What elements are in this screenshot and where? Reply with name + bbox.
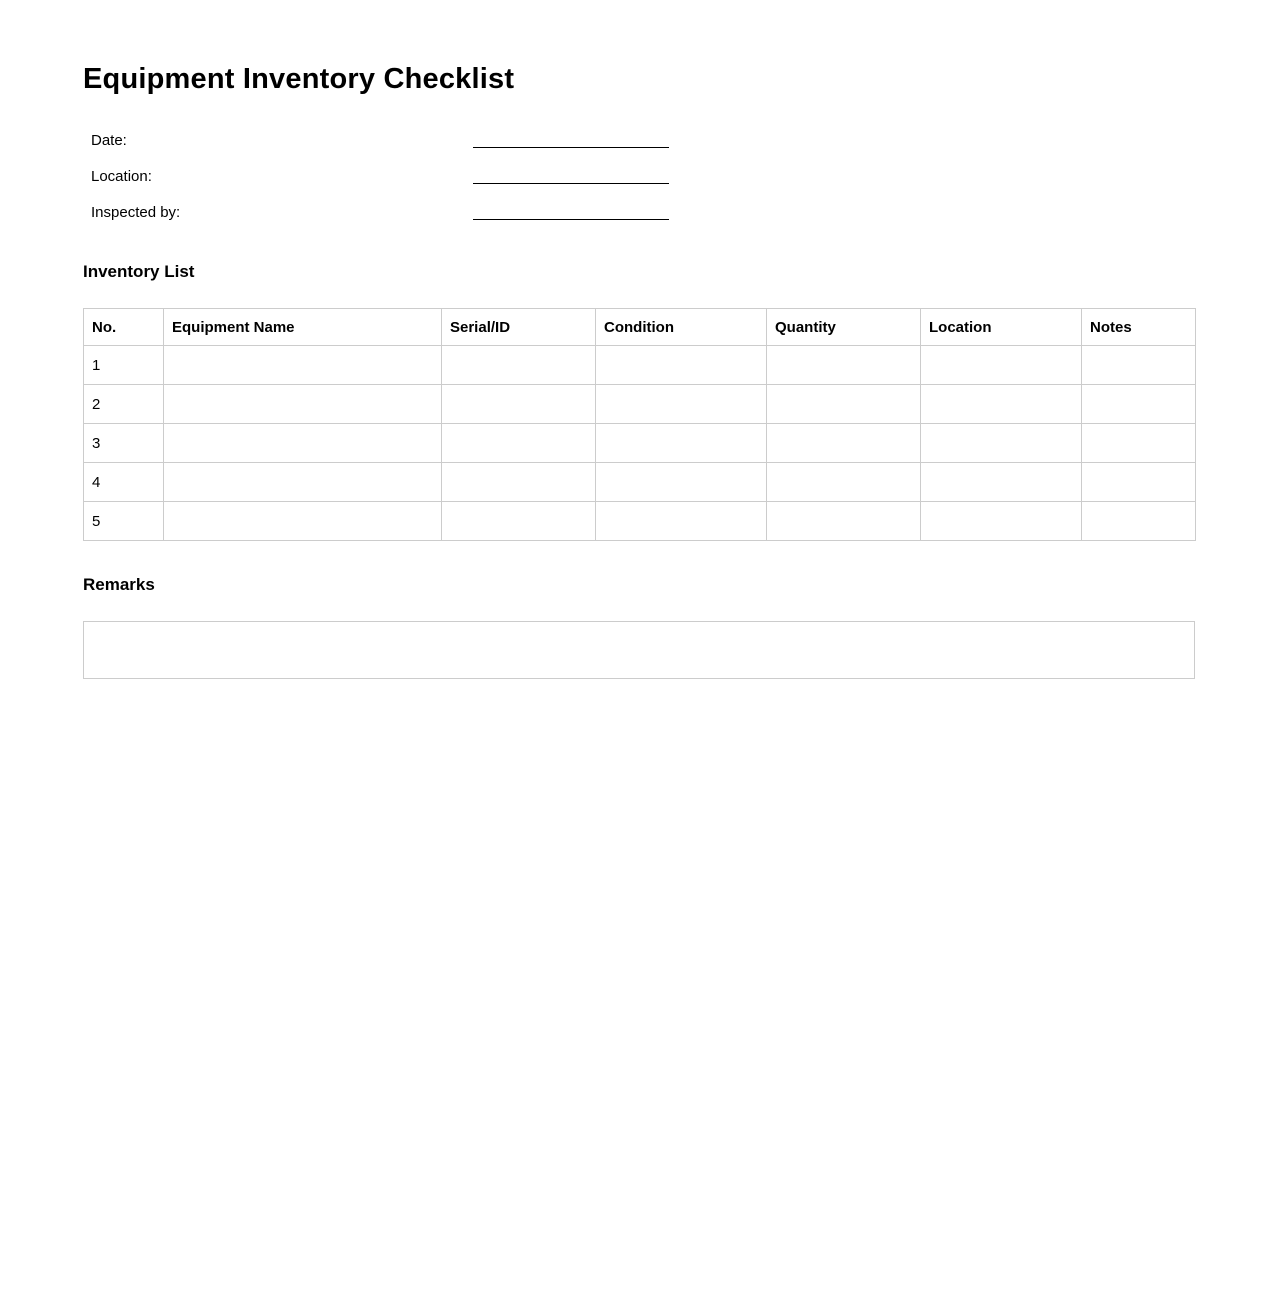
inventory-list-heading: Inventory List: [83, 262, 195, 281]
col-header-serial-id: Serial/ID: [442, 309, 596, 346]
location-cell[interactable]: [921, 463, 1082, 502]
table-header-row: [84, 309, 1196, 346]
condition-cell[interactable]: [596, 346, 767, 385]
table-row: [84, 463, 1196, 502]
location-cell[interactable]: [921, 424, 1082, 463]
table-row: [84, 385, 1196, 424]
remarks-heading: Remarks: [83, 575, 155, 594]
inspected-by-label: Inspected by:: [91, 204, 181, 221]
notes-cell[interactable]: [1082, 346, 1196, 385]
table-row: [84, 424, 1196, 463]
quantity-cell[interactable]: [767, 346, 921, 385]
notes-cell[interactable]: [1082, 385, 1196, 424]
remarks-box[interactable]: [83, 621, 1195, 679]
meta-field-row-inspected-by: [83, 202, 1195, 238]
serial-id-cell[interactable]: [442, 502, 596, 541]
equipment-name-cell[interactable]: [164, 463, 442, 502]
condition-cell[interactable]: [596, 463, 767, 502]
notes-cell[interactable]: [1082, 502, 1196, 541]
condition-cell[interactable]: [596, 385, 767, 424]
quantity-cell[interactable]: [767, 502, 921, 541]
notes-cell[interactable]: [1082, 463, 1196, 502]
meta-field-row-location: [83, 166, 1195, 202]
quantity-cell[interactable]: [767, 463, 921, 502]
col-header-equipment-name: Equipment Name: [164, 309, 442, 346]
row-number-cell: 4: [84, 463, 164, 502]
col-header-notes: Notes: [1082, 309, 1196, 346]
col-header-quantity: Quantity: [767, 309, 921, 346]
serial-id-cell[interactable]: [442, 346, 596, 385]
date-fill-line[interactable]: [473, 147, 669, 148]
inventory-table: [83, 308, 1196, 541]
serial-id-cell[interactable]: [442, 385, 596, 424]
quantity-cell[interactable]: [767, 424, 921, 463]
equipment-name-cell[interactable]: [164, 346, 442, 385]
location-label: Location:: [91, 168, 152, 185]
equipment-name-cell[interactable]: [164, 385, 442, 424]
col-header-no: No.: [84, 309, 164, 346]
equipment-name-cell[interactable]: [164, 502, 442, 541]
equipment-name-cell[interactable]: [164, 424, 442, 463]
location-cell[interactable]: [921, 385, 1082, 424]
meta-field-row-date: [83, 130, 1195, 166]
page-title: Equipment Inventory Checklist: [83, 63, 515, 95]
row-number-cell: 1: [84, 346, 164, 385]
condition-cell[interactable]: [596, 424, 767, 463]
row-number-cell: 2: [84, 385, 164, 424]
table-row: [84, 346, 1196, 385]
quantity-cell[interactable]: [767, 385, 921, 424]
date-label: Date:: [91, 132, 127, 149]
location-cell[interactable]: [921, 346, 1082, 385]
col-header-location: Location: [921, 309, 1082, 346]
location-fill-line[interactable]: [473, 183, 669, 184]
notes-cell[interactable]: [1082, 424, 1196, 463]
table-row: [84, 502, 1196, 541]
serial-id-cell[interactable]: [442, 463, 596, 502]
meta-fields: [83, 130, 1195, 238]
location-cell[interactable]: [921, 502, 1082, 541]
row-number-cell: 5: [84, 502, 164, 541]
condition-cell[interactable]: [596, 502, 767, 541]
row-number-cell: 3: [84, 424, 164, 463]
serial-id-cell[interactable]: [442, 424, 596, 463]
inspected-by-fill-line[interactable]: [473, 219, 669, 220]
col-header-condition: Condition: [596, 309, 767, 346]
